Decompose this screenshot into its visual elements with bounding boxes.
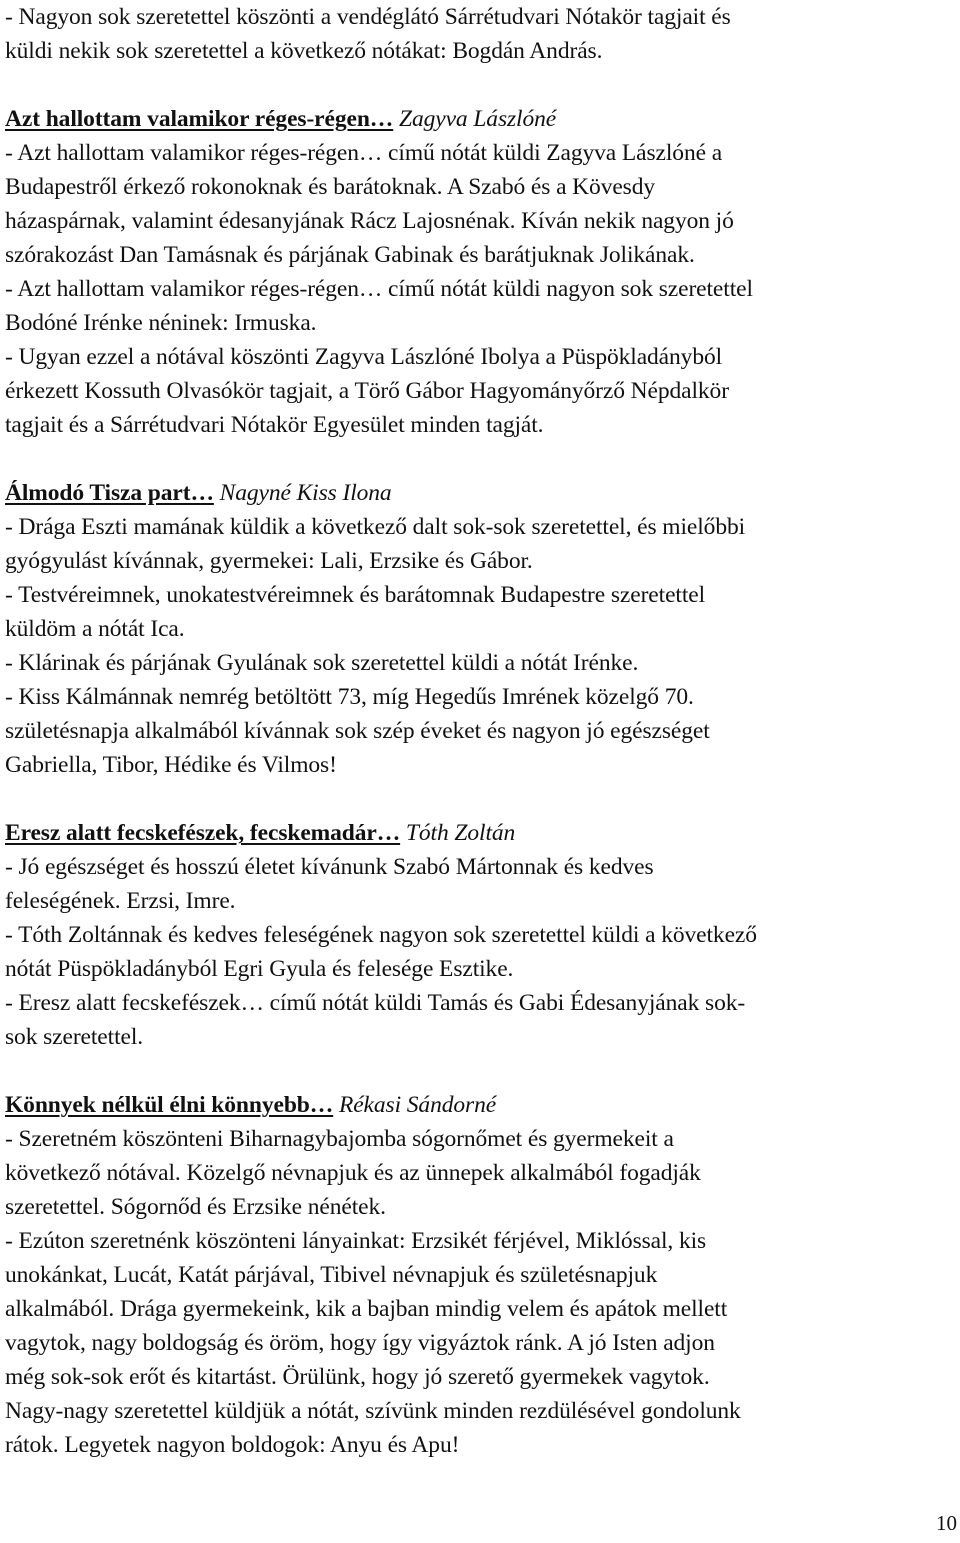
song-author: Tóth Zoltán (405, 820, 516, 846)
text-line: szórakozást Dan Tamásnak és párjának Gabinak és barátjuknak Jolikának. (5, 242, 695, 268)
text-line: - Nagyon sok szeretettel köszönti a vendéglátó Sárrétudvari Nótakör tagjait és (5, 4, 731, 30)
song-heading (5, 1088, 960, 1122)
intro-paragraph (5, 0, 960, 68)
text-line: Bodóné Irénke néninek: Irmuska. (5, 310, 317, 336)
song-title: Könnyek nélkül élni könnyebb… (5, 1092, 334, 1118)
text-line: tagjait és a Sárrétudvari Nótakör Egyesület minden tagját. (5, 412, 544, 438)
text-line: házaspárnak, valamint édesanyjának Rácz Lajosnénak. Kíván nekik nagyon jó (5, 208, 734, 234)
text-line: születésnapja alkalmából kívánnak sok szép éveket és nagyon jó egészséget (5, 718, 710, 744)
text-line: - Kiss Kálmánnak nemrég betöltött 73, míg Hegedűs Imrének közelgő 70. (5, 684, 694, 710)
text-line: - Jó egészséget és hosszú életet kívánunk Szabó Mártonnak és kedves (5, 854, 654, 880)
song-section (5, 1088, 960, 1462)
song-title: Álmodó Tisza part… (5, 480, 214, 506)
text-line: sok szeretettel. (5, 1024, 144, 1050)
text-line: feleségének. Erzsi, Imre. (5, 888, 236, 914)
song-author: Nagyné Kiss Ilona (219, 480, 392, 506)
text-line: - Eresz alatt fecskefészek… című nótát küldi Tamás és Gabi Édesanyjának sok- (5, 990, 746, 1016)
text-line: következő nótával. Közelgő névnapjuk és az ünnepek alkalmából fogadják (5, 1160, 701, 1186)
song-title: Azt hallottam valamikor réges-régen… (5, 106, 394, 132)
song-heading (5, 102, 960, 136)
text-line: Gabriella, Tibor, Hédike és Vilmos! (5, 752, 337, 778)
text-line: - Ugyan ezzel a nótával köszönti Zagyva Lászlóné Ibolya a Püspökladányból (5, 344, 723, 370)
text-line: Nagy-nagy szeretettel küldjük a nótát, szívünk minden rezdülésével gondolunk (5, 1398, 741, 1424)
text-line: - Szeretném köszönteni Biharnagybajomba sógornőmet és gyermekeit a (5, 1126, 674, 1152)
document-page (5, 0, 960, 1462)
song-section (5, 102, 960, 442)
paragraph-gap (5, 68, 960, 102)
text-line: - Tóth Zoltánnak és kedves feleségének nagyon sok szeretettel küldi a következő (5, 922, 757, 948)
song-section (5, 476, 960, 782)
paragraph-gap (5, 442, 960, 476)
page-number: 10 (936, 1511, 957, 1535)
text-line: - Azt hallottam valamikor réges-régen… című nótát küldi nagyon sok szeretettel (5, 276, 753, 302)
paragraph-gap (5, 782, 960, 816)
text-line: - Drága Eszti mamának küldik a következő dalt sok-sok szeretettel, és mielőbbi (5, 514, 746, 540)
text-line: unokánkat, Lucát, Katát párjával, Tibivel névnapjuk és születésnapjuk (5, 1262, 658, 1288)
song-section (5, 816, 960, 1054)
text-line: gyógyulást kívánnak, gyermekei: Lali, Erzsike és Gábor. (5, 548, 533, 574)
text-line: - Klárinak és párjának Gyulának sok szeretettel küldi a nótát Irénke. (5, 650, 639, 676)
text-line: Budapestről érkező rokonoknak és barátoknak. A Szabó és a Kövesdy (5, 174, 656, 200)
paragraph-gap (5, 1054, 960, 1088)
text-line: küldi nekik sok szeretettel a következő nótákat: Bogdán András. (5, 38, 603, 64)
song-heading (5, 816, 960, 850)
text-line: - Azt hallottam valamikor réges-régen… című nótát küldi Zagyva Lászlóné a (5, 140, 723, 166)
text-line: szeretettel. Sógornőd és Erzsike nénétek. (5, 1194, 386, 1220)
text-line: érkezett Kossuth Olvasókör tagjait, a Törő Gábor Hagyományőrző Népdalkör (5, 378, 729, 404)
song-title: Eresz alatt fecskefészek, fecskemadár… (5, 820, 401, 846)
text-line: vagytok, nagy boldogság és öröm, hogy így vigyáztok ránk. A jó Isten adjon (5, 1330, 715, 1356)
text-line: még sok-sok erőt és kitartást. Örülünk, hogy jó szerető gyermekek vagytok. (5, 1364, 710, 1390)
song-author: Zagyva Lászlóné (398, 106, 557, 132)
text-line: alkalmából. Drága gyermekeink, kik a bajban mindig velem és apátok mellett (5, 1296, 728, 1322)
song-author: Rékasi Sándorné (338, 1092, 497, 1118)
text-line: küldöm a nótát Ica. (5, 616, 185, 642)
text-line: - Testvéreimnek, unokatestvéreimnek és barátomnak Budapestre szeretettel (5, 582, 706, 608)
text-line: - Ezúton szeretnénk köszönteni lányainkat: Erzsikét férjével, Miklóssal, kis (5, 1228, 707, 1254)
song-heading (5, 476, 960, 510)
text-line: nótát Püspökladányból Egri Gyula és felesége Esztike. (5, 956, 514, 982)
text-line: rátok. Legyetek nagyon boldogok: Anyu és Apu! (5, 1432, 460, 1458)
